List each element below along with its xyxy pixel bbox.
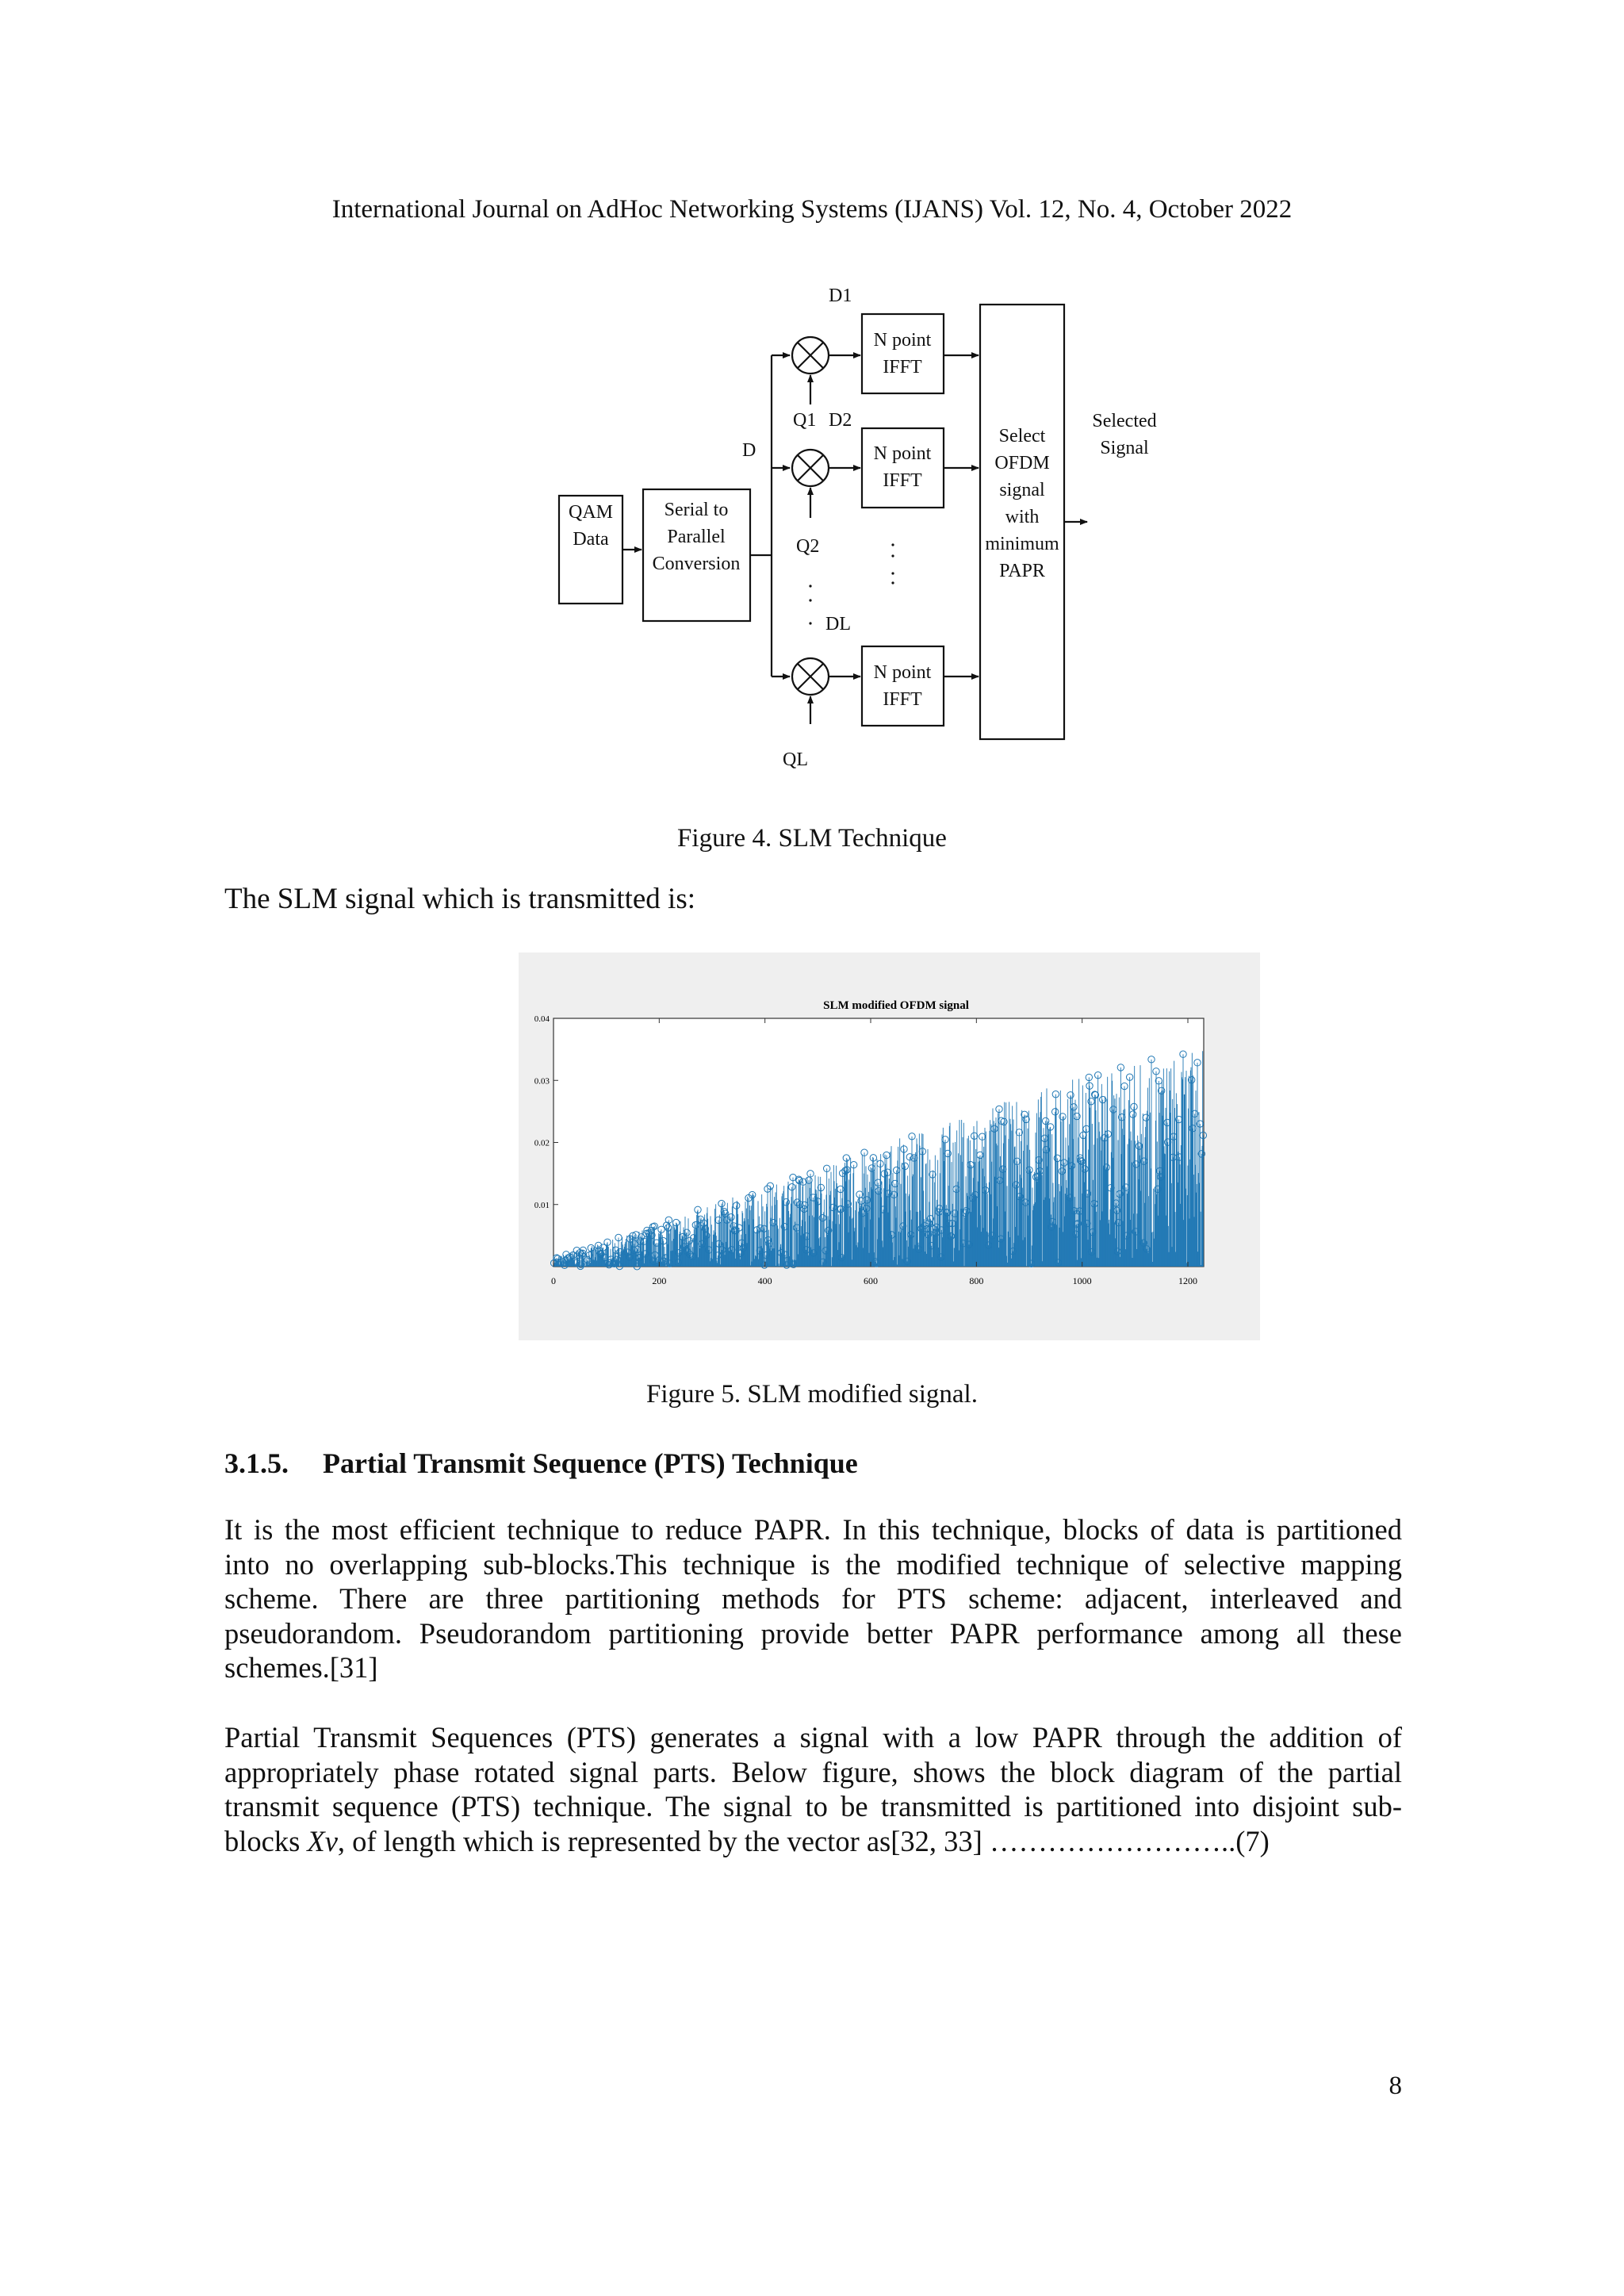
ifftl-label-2: IFFT [883,689,922,710]
y-tick-label: 0.02 [534,1138,550,1148]
paragraph-2-line-3: transmit sequence (PTS) technique. The signal to be transmitted is partitioned into disjoint sub- [224,1790,1402,1823]
select-label-5: minimum [985,534,1059,554]
ifft-box-2 [862,428,944,508]
selected-label-2: Signal [1100,438,1149,458]
paragraph-2 [224,1720,1402,1858]
paragraph-2-line-1: Partial Transmit Sequences (PTS) generates a signal with a low PAPR through the addition of [224,1721,1402,1754]
s2p-label-1: Serial to [664,500,729,520]
paragraph-2-line-4-pre: blocks [224,1824,308,1857]
label-ql: QL [783,749,808,770]
qam-label-2: Data [573,529,609,550]
s2p-label-2: Parallel [667,527,726,547]
section-title: Partial Transmit Sequence (PTS) Technique [323,1447,858,1479]
iffttl-label-1: N point [873,662,932,683]
page-number: 8 [1388,2072,1402,2100]
label-d2: D2 [829,410,852,431]
x-tick-label: 400 [757,1275,772,1286]
x-tick-label: 800 [969,1275,984,1286]
label-d1: D1 [829,286,852,306]
ifft1-label-1: N point [873,330,932,351]
section-heading [224,1447,858,1480]
x-tick-label: 1200 [1178,1275,1197,1286]
slm-stem-chart [519,953,1260,1340]
label-q1: Q1 [793,410,817,431]
label-d: D [742,440,756,461]
x-tick-label: 600 [864,1275,878,1286]
paragraph-1-line-3: scheme. There are three partitioning methods for PTS scheme: adjacent, interleaved and [224,1582,1402,1615]
x-tick-label: 0 [551,1275,556,1286]
label-q2: Q2 [796,536,820,557]
select-label-1: Select [998,426,1046,447]
select-label-2: OFDM [994,453,1050,473]
figure-4-caption: Figure 4. SLM Technique [677,824,947,853]
x-tick-label: 200 [652,1275,667,1286]
select-label-6: PAPR [999,561,1045,581]
y-tick-label: 0.01 [534,1200,550,1210]
slm-block-diagram [523,246,1261,801]
paragraph-2-line-4 [224,1824,1402,1859]
label-dl: DL [825,614,851,634]
paragraph-2-line-4-post: , of length which is represented by the vector as[32, 33] ……………………..(7) [337,1824,1270,1857]
xv-symbol: Xv [307,1824,338,1857]
intro-text: The SLM signal which is transmitted is: [224,883,696,915]
paragraph-1-line-2: into no overlapping sub-blocks.This technique is the modified technique of selective mapping [224,1547,1402,1581]
selected-label-1: Selected [1092,411,1157,431]
section-number: 3.1.5. [224,1447,289,1479]
s2p-label-3: Conversion [652,554,741,574]
ifft2-label-2: IFFT [883,470,922,491]
select-label-4: with [1005,507,1040,527]
x-tick-label: 1000 [1072,1275,1092,1286]
paragraph-1-line-5: schemes.[31] [224,1651,378,1684]
ifft2-label-1: N point [873,443,932,464]
qam-label-1: QAM [568,502,614,523]
paragraph-1-line-4: pseudorandom. Pseudorandom partitioning provide better PAPR performance among all these [224,1616,1402,1650]
y-tick-label: 0.04 [534,1014,550,1024]
y-tick-label: 0.03 [534,1076,550,1087]
ifft-box-1 [862,314,944,393]
slm-chart-panel [519,953,1260,1340]
ifft-box-l [862,646,944,726]
paragraph-2-line-2: appropriately phase rotated signal parts. Below figure, shows the block diagram of the partial [224,1755,1402,1788]
running-header: International Journal on AdHoc Networking Systems (IJANS) Vol. 12, No. 4, October 2022 [331,195,1293,224]
select-label-3: signal [999,480,1045,500]
paragraph-1-line-1: It is the most efficient technique to reduce PAPR. In this technique, blocks of data is partitioned [224,1513,1402,1546]
paragraph-1 [224,1512,1402,1685]
figure-5-caption: Figure 5. SLM modified signal. [646,1380,978,1409]
chart-title: SLM modified OFDM signal [823,999,969,1012]
ifft1-label-2: IFFT [883,357,922,378]
